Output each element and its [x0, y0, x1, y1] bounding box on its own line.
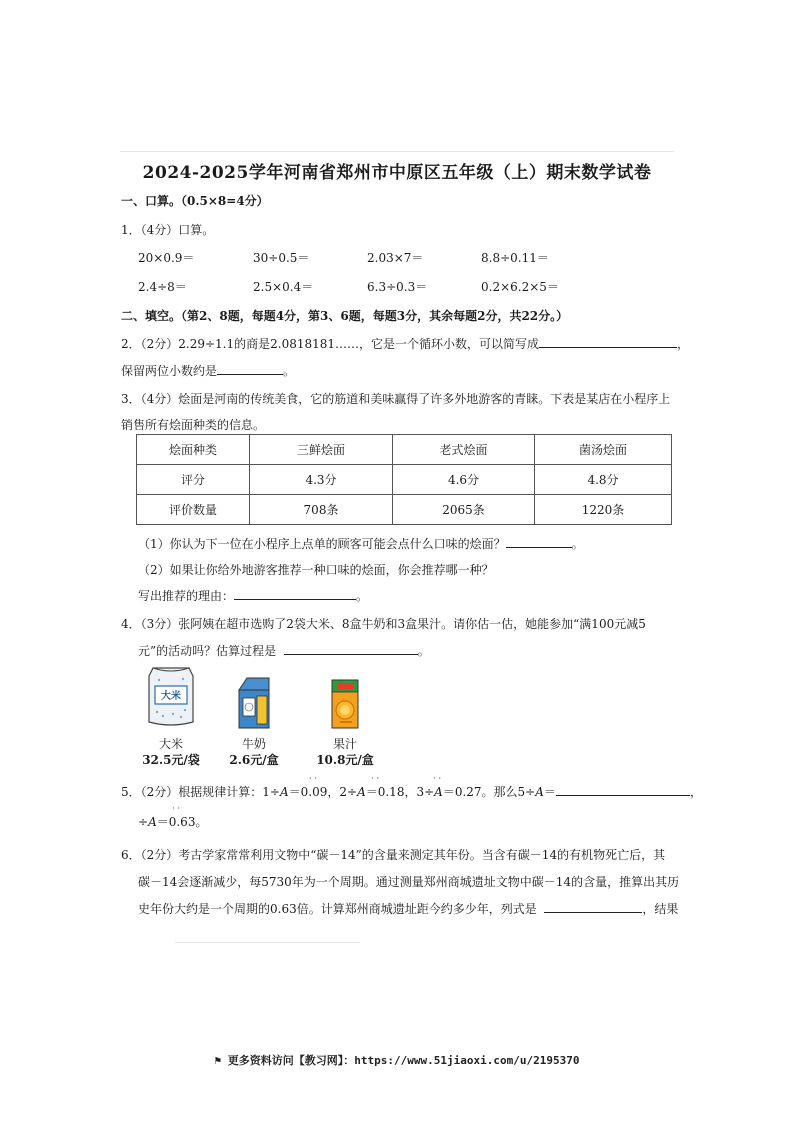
section-1-heading: 一、口算。（0.5×8=4分） — [121, 194, 269, 208]
milk-carton-icon — [231, 676, 277, 730]
rice-bag-icon — [143, 662, 199, 730]
q5-punct: ， — [689, 785, 702, 799]
top-rule — [120, 151, 674, 152]
product-price: 32.5元/袋 — [142, 753, 200, 767]
answer-blank[interactable] — [544, 900, 642, 913]
answer-blank[interactable] — [539, 335, 677, 348]
table-row — [137, 495, 672, 525]
q6-line1: 6．（2分）考古学家常常利用文物中“碳－14”的含量来测定其年份。当含有碳－14的有机物死亡后，其 — [121, 848, 666, 862]
q3-line2: 销售所有烩面种类的信息。 — [121, 418, 266, 432]
q6-line3-end: ，结果 — [642, 902, 679, 916]
answer-blank[interactable] — [234, 587, 356, 600]
q3-sub1 — [138, 535, 584, 552]
variable-a: A — [357, 785, 366, 799]
product-price: 10.8元/盒 — [316, 753, 374, 767]
q4-line2-punct: 。 — [417, 644, 430, 658]
q5-text: ＝0.27。那么5÷ — [442, 785, 536, 799]
q5-text: ＝0.63。 — [156, 815, 208, 829]
variable-a: A — [434, 785, 443, 799]
repeat-dots: ·· — [433, 774, 445, 783]
q4-line1: 4．（3分）张阿姨在超市选购了2袋大米、8盒牛奶和3盒果汁。请你估一估，她能参加“满100元减5 — [121, 617, 646, 631]
repeat-dots: ·· — [172, 804, 184, 813]
table-row — [137, 465, 672, 495]
mental-math-item: 30÷0.5＝ — [253, 251, 310, 265]
table-cell: 708条 — [250, 495, 393, 525]
q3-sub3 — [138, 587, 368, 604]
mental-math-item: 20×0.9＝ — [138, 251, 195, 265]
table-header-row — [137, 435, 672, 465]
mental-math-item: 2.5×0.4＝ — [253, 280, 314, 294]
mental-math-item: 2.4÷8＝ — [138, 280, 187, 294]
product-name: 大米 — [158, 737, 183, 751]
noodle-info-table — [136, 434, 672, 525]
mental-math-item: 0.2×6.2×5＝ — [481, 280, 559, 294]
q5-text: ÷ — [138, 815, 149, 829]
q4-line2-text: 元”的活动吗？估算过程是 — [138, 644, 277, 658]
page-title: 2024-2025学年河南省郑州市中原区五年级（上）期末数学试卷 — [142, 163, 652, 183]
q3-sub1-text: （1）你认为下一位在小程序上点单的顾客可能会点什么口味的烩面？ — [138, 537, 506, 551]
q2-line2-text: 保留两位小数约是 — [121, 364, 218, 378]
product-price: 2.6元/盒 — [229, 753, 279, 767]
repeat-dots: ·· — [371, 774, 383, 783]
answer-blank[interactable] — [217, 362, 283, 375]
product-name: 果汁 — [332, 737, 357, 751]
footer-text: 更多资料访问【教习网】：https://www.51jiaoxi.com/u/2195370 — [227, 1054, 580, 1067]
variable-a: A — [148, 815, 157, 829]
q6-line3-text: 史年份大约是一个周期的0.63倍。计算郑州商城遗址距今约多少年，列式是 — [138, 902, 537, 916]
product-name: 牛奶 — [241, 737, 266, 751]
table-cell: 菌汤烩面 — [535, 435, 672, 465]
table-cell: 4.3分 — [250, 465, 393, 495]
q3-sub3-text: 写出推荐的理由： — [138, 589, 235, 603]
juice-box-icon — [328, 678, 362, 730]
q5-text: ＝ — [543, 785, 556, 799]
q5-line1 — [121, 783, 702, 800]
flag-icon: ⚑ — [214, 1054, 222, 1067]
table-cell: 老式烩面 — [393, 435, 535, 465]
q2-line2-punct: 。 — [283, 364, 296, 378]
product-rice — [136, 662, 206, 768]
product-milk — [222, 676, 286, 768]
footer-link[interactable] — [0, 1052, 794, 1068]
q2-line1 — [121, 335, 689, 352]
mental-math-item: 6.3÷0.3＝ — [367, 280, 428, 294]
q5-text: ＝0.09，2÷ — [288, 785, 358, 799]
table-cell: 评分 — [137, 465, 250, 495]
table-cell: 烩面种类 — [137, 435, 250, 465]
q6-line3 — [138, 900, 678, 917]
variable-a: A — [279, 785, 289, 799]
table-cell: 评价数量 — [137, 495, 250, 525]
q3-sub2: （2）如果让你给外地游客推荐一种口味的烩面，你会推荐哪一种？ — [138, 563, 494, 577]
repeat-dots: ·· — [309, 774, 321, 783]
table-cell: 2065条 — [393, 495, 535, 525]
q2-line2 — [121, 362, 295, 379]
bottom-rule — [175, 942, 360, 943]
q4-line2 — [138, 642, 430, 659]
q5-text: 5．（2分）根据规律计算：1÷ — [121, 785, 280, 799]
answer-blank[interactable] — [506, 535, 572, 548]
answer-blank[interactable] — [284, 642, 418, 655]
q6-line2: 碳－14会逐渐减少，每5730年为一个周期。通过测量郑州商城遗址文物中碳－14的含量，推算出其历 — [138, 875, 680, 889]
variable-a: A — [535, 785, 544, 799]
rice-bag-label: 大米 — [161, 691, 181, 702]
q2-text: 2．（2分）2.29÷1.1的商是2.0818181……，它是一个循环小数，可以简写成 — [121, 337, 540, 351]
table-cell: 1220条 — [535, 495, 672, 525]
section-2-heading: 二、填空。（第2、8题，每题4分，第3、6题，每题3分，其余每题2分，共22分。） — [121, 309, 569, 323]
product-juice — [313, 678, 377, 768]
mental-math-item: 2.03×7＝ — [367, 251, 424, 265]
q3-line1: 3．（4分）烩面是河南的传统美食，它的筋道和美味赢得了许多外地游客的青睐。下表是某店在小程序上 — [121, 392, 671, 406]
q1-label: 1．（4分）口算。 — [121, 223, 215, 237]
mental-math-item: 8.8÷0.11＝ — [481, 251, 549, 265]
q5-line2 — [138, 813, 207, 830]
q2-punct: ， — [677, 337, 690, 351]
answer-blank[interactable] — [556, 783, 690, 796]
table-cell: 4.6分 — [393, 465, 535, 495]
q3-sub1-punct: 。 — [571, 537, 584, 551]
q3-sub3-punct: 。 — [356, 589, 369, 603]
table-cell: 4.8分 — [535, 465, 672, 495]
table-cell: 三鲜烩面 — [250, 435, 393, 465]
q5-text: ＝0.18，3÷ — [365, 785, 435, 799]
